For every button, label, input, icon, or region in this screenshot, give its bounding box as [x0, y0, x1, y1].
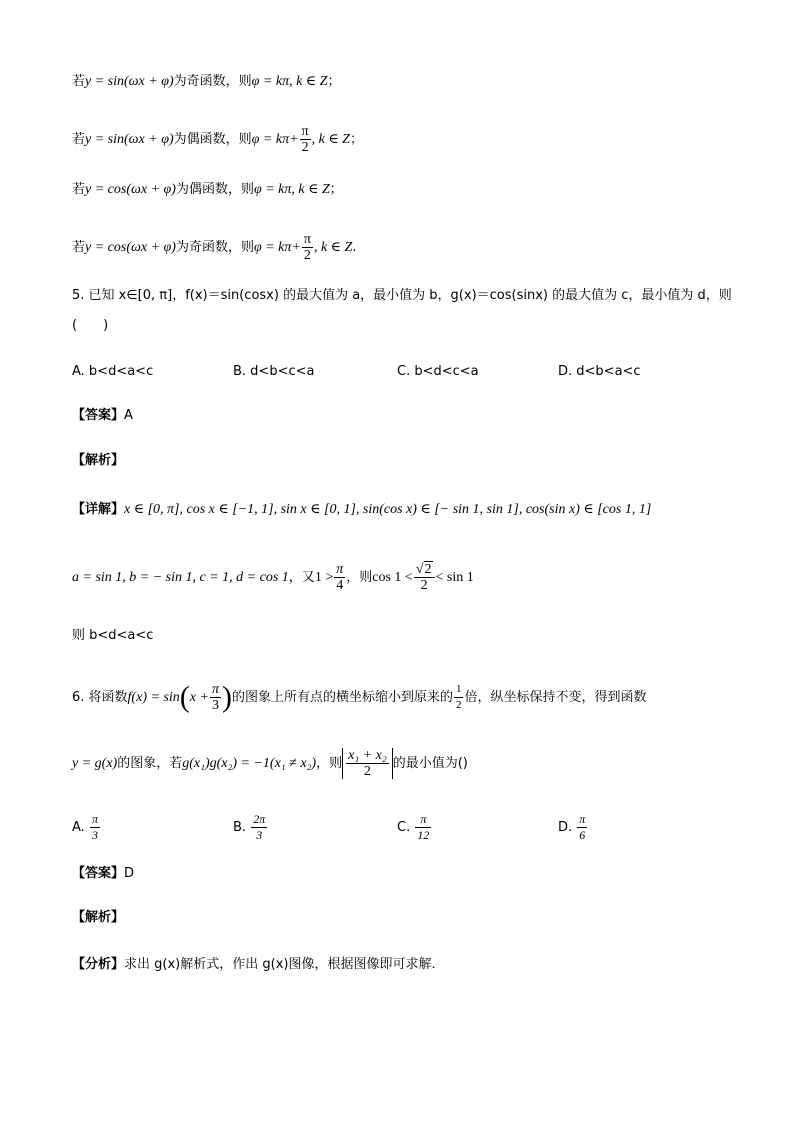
q6-option-b-num: 2π [253, 812, 266, 826]
q6-option-d-num: π [579, 812, 586, 826]
q6-option-b-label: B. [233, 820, 247, 835]
q5-compare: 1 > [314, 570, 334, 585]
q6-answer: D [124, 866, 135, 881]
q5-option-a: A. b<d<a<c [72, 364, 154, 379]
rule-4-denominator: 2 [303, 248, 311, 263]
q5-analysis-tag: 【解析】 [72, 453, 125, 468]
rule-4-equation: y = cos(ωx + φ) [85, 240, 176, 255]
q5-values: a = sin 1, b = − sin 1, c = 1, d = cos 1 [72, 570, 289, 585]
q5-paren: ( ) [72, 318, 109, 333]
rule-line-1 [72, 72, 340, 92]
q6-x-plus: x + [189, 690, 209, 705]
q5-option-b: B. d<b<c<a [233, 364, 315, 379]
q6-option-a-den: 3 [91, 828, 98, 842]
q5-sqrt-den: 2 [420, 578, 428, 593]
rule-2-equation: y = sin(ωx + φ) [85, 132, 174, 147]
q5-then-text: ，则 [346, 570, 373, 585]
q6-analysis-tag: 【解析】 [72, 910, 125, 925]
rule-4-numerator: π [303, 232, 311, 247]
rule-1-prefix: 若 [72, 74, 86, 89]
q6-option-d-den: 6 [579, 828, 586, 842]
rule-2-prefix: 若 [72, 132, 86, 147]
q6-stem-line-1 [72, 682, 646, 713]
q5-option-d: D. d<b<a<c [558, 364, 641, 379]
q6-function: f(x) = sin [127, 690, 180, 705]
q5-four-den: 4 [336, 578, 344, 593]
q5-detail-tag: 【详解】 [72, 502, 125, 517]
q6-fenxi-line [72, 955, 444, 975]
rule-4-prefix: 若 [72, 240, 86, 255]
q5-option-c: C. b<d<c<a [397, 364, 479, 379]
q6-option-b-den: 3 [256, 828, 263, 842]
q6-option-a [72, 812, 101, 843]
q5-sin-compare: < sin 1 [435, 570, 474, 585]
q6-answer-tag: 【答案】 [72, 866, 125, 881]
q6-answer-line [72, 864, 134, 884]
rule-1-end: ； [327, 74, 341, 89]
q6-option-c-label: C. [397, 820, 411, 835]
q6-half-den: 2 [455, 699, 462, 711]
q6-half [454, 682, 464, 713]
q6-option-d-label: D. [558, 820, 573, 835]
rule-2-result-a: φ = kπ+ [251, 132, 299, 147]
q6-stem-b: 的图象上所有点的横坐标缩小到原来的 [231, 690, 453, 705]
q5-stem: 5. 已知 x∈[0, π]，f(x)＝sin(cosx) 的最大值为 a，最小值为 b，g(x)＝cos(sinx) 的最大值为 c，最小值为 d，则 [72, 288, 732, 303]
rule-1-text: 为奇函数，则 [173, 74, 252, 89]
rule-4-text: 为奇函数，则 [175, 240, 254, 255]
q6-option-b [233, 812, 268, 843]
right-paren-icon: ) [221, 680, 232, 714]
rule-4-result-a: φ = kπ+ [253, 240, 301, 255]
rule-3-prefix: 若 [72, 182, 86, 197]
q6-graph-text: 的图象，若 [117, 756, 183, 771]
q6-fenxi-tag: 【分析】 [72, 957, 125, 972]
rule-4-fraction [302, 232, 313, 263]
q6-half-num: 1 [454, 682, 464, 698]
q6-condition: g(x₁)g(x₂) = −1(x₁ ≠ x₂) [182, 756, 317, 771]
q5-pi-num: π [336, 562, 344, 577]
rule-1-equation: y = sin(ωx + φ) [85, 74, 174, 89]
q6-abs-value [342, 748, 393, 779]
q6-stem-a: 6. 将函数 [72, 690, 128, 705]
left-paren-icon: ( [179, 680, 190, 714]
q6-option-c-den: 12 [417, 828, 430, 842]
q6-abs-den: 2 [363, 764, 371, 779]
q5-answer-line [72, 406, 133, 426]
rule-4-end: . [352, 240, 357, 255]
q6-stem-line-2 [72, 748, 468, 779]
rule-2-result-b: , k ∈ Z [311, 132, 350, 147]
rule-2-denominator: 2 [301, 140, 309, 155]
q6-abs-num: x₁ + x₂ [348, 748, 387, 763]
rule-2-text: 为偶函数，则 [173, 132, 252, 147]
q6-min-text: 的最小值为() [392, 756, 468, 771]
q6-fenxi-text: 求出 g(x)解析式，作出 g(x)图像，根据图像即可求解． [124, 957, 445, 972]
q5-detail-line [72, 500, 651, 520]
q5-derive-line [72, 562, 474, 593]
rule-3-text: 为偶函数，则 [175, 182, 254, 197]
rule-2-numerator: π [301, 124, 309, 139]
q6-option-d [558, 812, 588, 843]
rule-line-4 [72, 232, 356, 263]
rule-4-result-b: , k ∈ Z [313, 240, 353, 255]
q5-answer: A [124, 408, 133, 423]
rule-line-3 [72, 180, 343, 200]
q5-pi-over-4 [334, 562, 345, 593]
q6-three: 3 [211, 698, 219, 713]
q6-option-a-num: π [91, 812, 98, 826]
rule-1-result: φ = kπ, k ∈ Z [251, 74, 328, 89]
rule-3-end: ； [329, 182, 343, 197]
q5-conclusion: 则 b<d<a<c [72, 628, 154, 643]
q6-analysis-line [72, 908, 124, 928]
q5-sqrt-radicand: 2 [424, 562, 432, 577]
rule-2-end: ； [349, 132, 363, 147]
q5-detail-math: x ∈ [0, π], cos x ∈ [−1, 1], sin x ∈ [0, 1], sin(cos x) ∈ [− sin 1, sin 1], cos(sin x) ∈ [cos 1, 1] [124, 502, 652, 517]
q6-g-func: y = g(x) [72, 756, 118, 771]
sqrt-icon: √ [415, 562, 424, 577]
q5-sqrt2-over-2 [414, 562, 435, 593]
rule-line-2 [72, 124, 363, 155]
rule-3-result: φ = kπ, k ∈ Z [253, 182, 330, 197]
q6-option-c [397, 812, 432, 843]
q5-cos-compare: cos 1 < [372, 570, 413, 585]
q6-pi: π [211, 682, 219, 697]
q6-stem-c: 倍，纵坐标保持不变，得到函数 [464, 690, 647, 705]
q6-pi-over-3 [210, 682, 221, 713]
q5-also-text: ，又 [288, 570, 315, 585]
q6-then-text: ，则 [316, 756, 343, 771]
q5-analysis-line [72, 451, 124, 471]
rule-3-equation: y = cos(ωx + φ) [85, 182, 176, 197]
rule-2-fraction [300, 124, 311, 155]
q5-answer-tag: 【答案】 [72, 408, 125, 423]
q6-option-a-label: A. [72, 820, 85, 835]
q6-option-c-num: π [415, 812, 431, 828]
